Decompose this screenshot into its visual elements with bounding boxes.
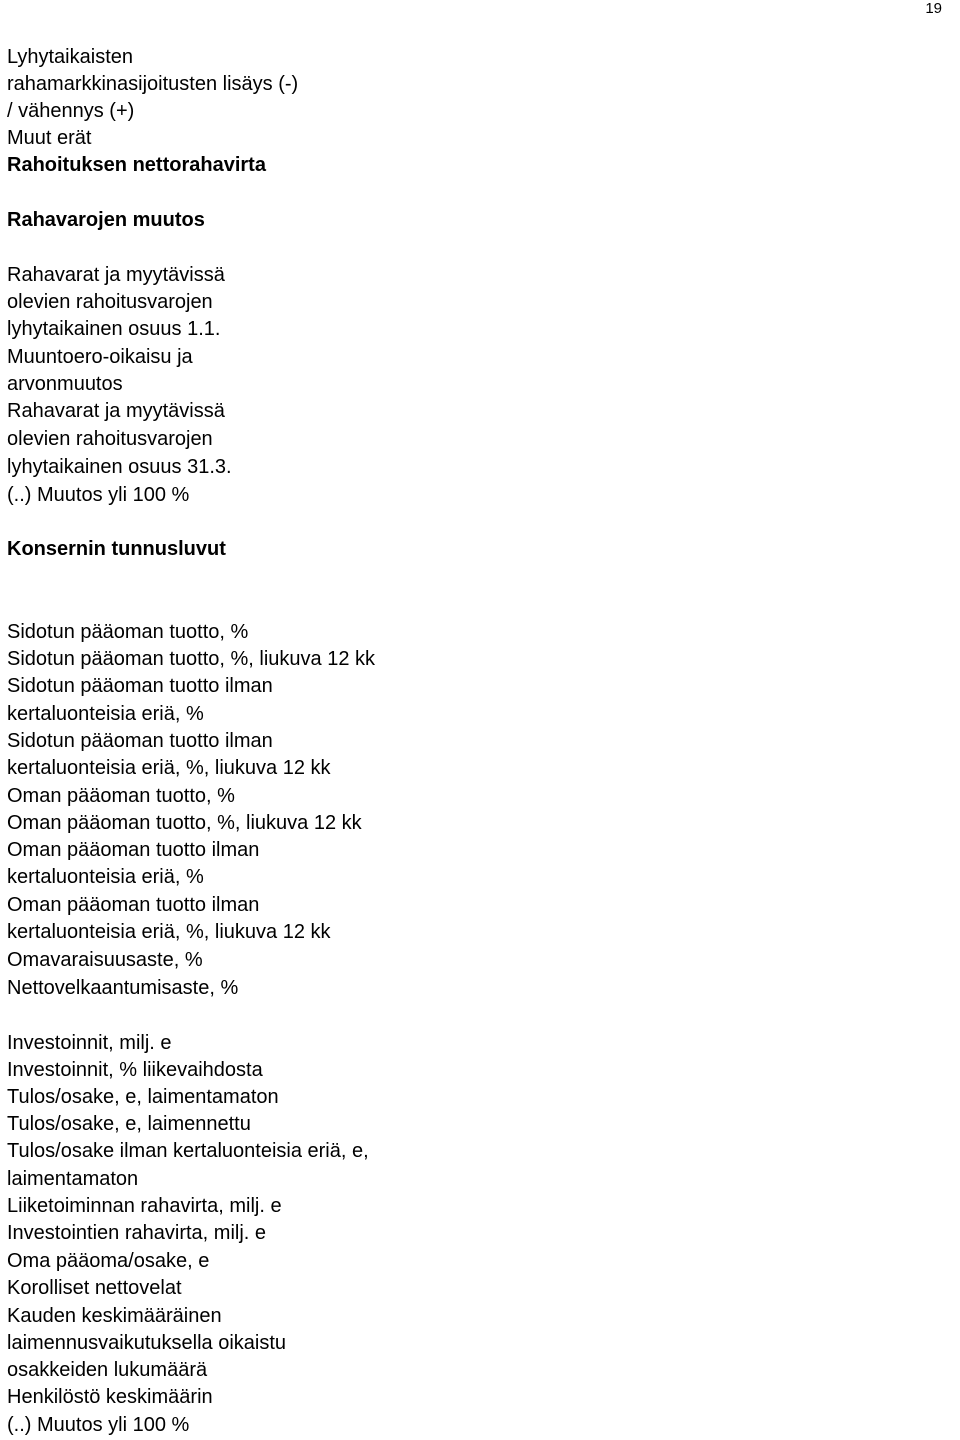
row-label: Rahavarat ja myytävissä [7,400,225,422]
row-label: Investointien rahavirta, milj. e [7,1222,267,1244]
page-number: 19 [925,0,942,17]
row-label: Muuntoero-oikaisu ja [7,346,193,368]
row-label: Korolliset nettovelat [7,1277,182,1299]
row-label: laimennusvaikutuksella oikaistu [7,1332,287,1354]
row-label: Rahavarat ja myytävissä [7,264,225,286]
row-label: Oman pääoman tuotto, % [7,785,235,807]
row-label: Muut erät [7,127,92,149]
row-label: arvonmuutos [7,373,123,395]
row-label: kertaluonteisia eriä, %, liukuva 12 kk [7,921,331,943]
row-label: lyhytaikainen osuus 31.3. [7,456,232,478]
row-label: Tulos/osake, e, laimennettu [7,1113,251,1135]
row-label: Omavaraisuusaste, % [7,949,203,971]
row-label: Investoinnit, % liikevaihdosta [7,1059,263,1081]
row-label: Oman pääoman tuotto, %, liukuva 12 kk [7,812,362,834]
footnote-text: (..) Muutos yli 100 % [7,484,190,506]
row-label: Sidotun pääoman tuotto ilman [7,675,273,697]
row-label: kertaluonteisia eriä, % [7,866,204,888]
row-label: Sidotun pääoman tuotto ilman [7,730,273,752]
row-label: Tulos/osake, e, laimentamaton [7,1086,279,1108]
row-label: rahamarkkinasijoitusten lisäys (-) [7,73,299,95]
row-label: Oma pääoma/osake, e [7,1250,210,1272]
row-label: kertaluonteisia eriä, %, liukuva 12 kk [7,757,331,779]
row-label: Tulos/osake ilman kertaluonteisia eriä, e, [7,1140,369,1162]
row-label: laimentamaton [7,1168,139,1190]
row-label: Oman pääoman tuotto ilman [7,894,260,916]
footnote-text: (..) Muutos yli 100 % [7,1414,190,1436]
row-label: Lyhytaikaisten [7,46,133,68]
row-label: osakkeiden lukumäärä [7,1359,208,1381]
row-label: Nettovelkaantumisaste, % [7,977,239,999]
section-title: Konsernin tunnusluvut [7,538,226,560]
row-label: / vähennys (+) [7,100,135,122]
row-label: Rahoituksen nettorahavirta [7,154,266,176]
row-label: olevien rahoitusvarojen [7,428,213,450]
row-label: Henkilöstö keskimäärin [7,1386,213,1408]
row-label: Investoinnit, milj. e [7,1032,172,1054]
row-label: Sidotun pääoman tuotto, %, liukuva 12 kk [7,648,376,670]
row-label: Sidotun pääoman tuotto, % [7,621,249,643]
row-label: Kauden keskimääräinen [7,1305,222,1327]
row-label: lyhytaikainen osuus 1.1. [7,318,221,340]
row-label: Rahavarojen muutos [7,209,205,231]
row-label: olevien rahoitusvarojen [7,291,213,313]
row-label: Liiketoiminnan rahavirta, milj. e [7,1195,282,1217]
row-label: Oman pääoman tuotto ilman [7,839,260,861]
row-label: kertaluonteisia eriä, % [7,703,204,725]
